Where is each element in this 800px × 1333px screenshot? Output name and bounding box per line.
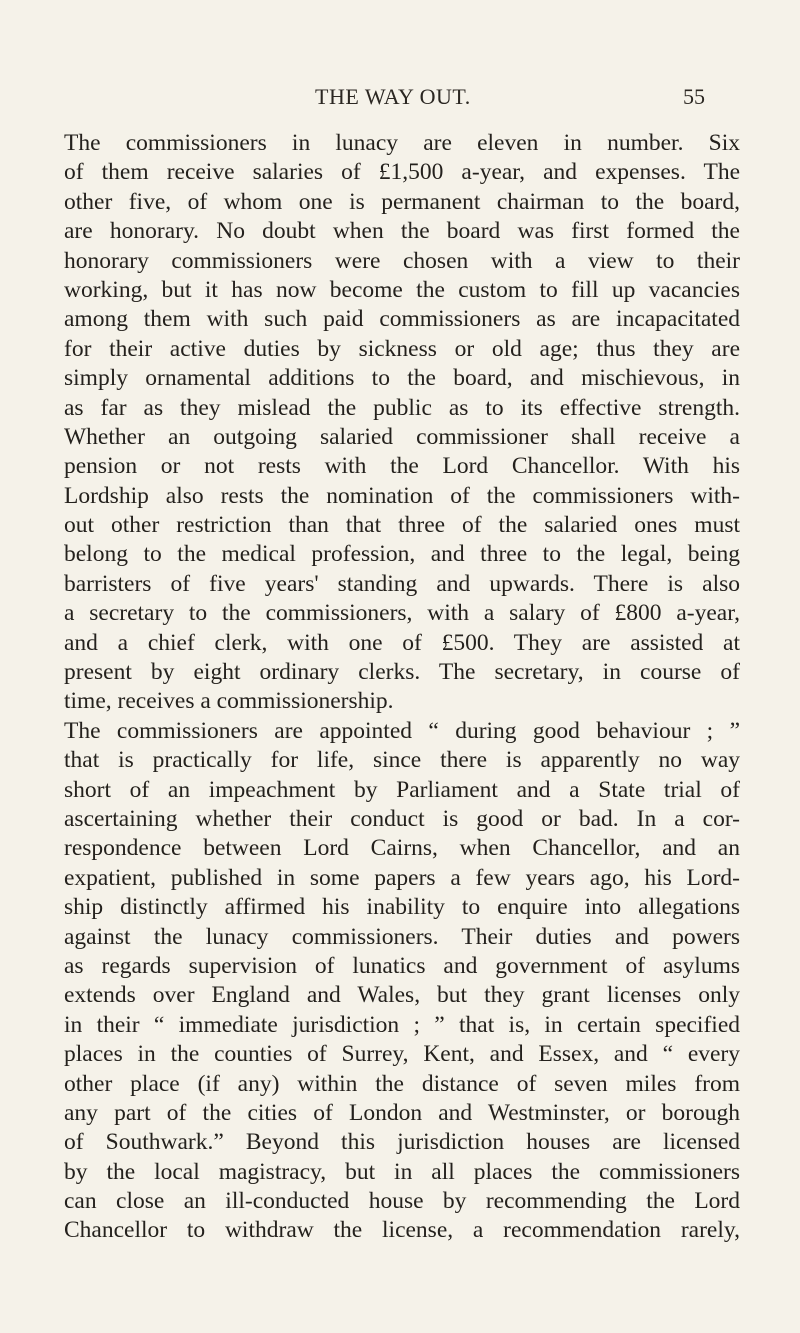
text-line: Whether an outgoing salaried commissioner shall receive a: [64, 423, 740, 450]
running-title: THE WAY OUT.: [315, 84, 471, 109]
body-text: [64, 129, 740, 1246]
text-line: simply ornamental additions to the board, and mischievous, in: [64, 365, 740, 392]
text-line: that is practically for life, since there is apparently no way: [64, 747, 740, 774]
text-line: and a chief clerk, with one of £500. They are assisted at: [64, 629, 740, 656]
text-line: The commissioners are appointed “ during good behaviour ; ”: [64, 717, 740, 744]
text-line: Chancellor to withdraw the license, a recommendation rarely,: [64, 1217, 740, 1244]
text-line: as regards supervision of lunatics and government of asylums: [64, 952, 740, 979]
text-line: barristers of five years' standing and upwards. There is also: [64, 570, 740, 597]
running-head: [0, 80, 800, 120]
text-line: other five, of whom one is permanent chairman to the board,: [64, 188, 740, 215]
text-line: The commissioners in lunacy are eleven in number. Six: [64, 130, 740, 156]
text-line: of them receive salaries of £1,500 a-year, and expenses. The: [64, 159, 740, 186]
text-line: honorary commissioners were chosen with a view to their: [64, 247, 740, 274]
text-line: a secretary to the commissioners, with a salary of £800 a-year,: [64, 600, 740, 627]
text-line: present by eight ordinary clerks. The secretary, in course of: [64, 659, 740, 686]
text-line: by the local magistracy, but in all places the commissioners: [64, 1158, 740, 1185]
text-line: as far as they mislead the public as to its effective strength.: [64, 394, 740, 421]
text-line: short of an impeachment by Parliament and a State trial of: [64, 776, 740, 803]
text-line: against the lunacy commissioners. Their duties and powers: [64, 923, 740, 950]
text-line: are honorary. No doubt when the board was first formed the: [64, 218, 740, 245]
text-line: respondence between Lord Cairns, when Chancellor, and an: [64, 835, 740, 862]
text-line: ascertaining whether their conduct is good or bad. In a cor-: [64, 805, 740, 832]
text-line: expatient, published in some papers a few years ago, his Lord-: [64, 864, 740, 891]
text-line: for their active duties by sickness or old age; thus they are: [64, 335, 740, 362]
text-line: pension or not rests with the Lord Chancellor. With his: [64, 453, 740, 480]
text-line: of Southwark.” Beyond this jurisdiction houses are licensed: [64, 1129, 740, 1156]
text-line: Lordship also rests the nomination of the commissioners with-: [64, 482, 740, 509]
page-number: 55: [683, 84, 705, 109]
text-line: belong to the medical profession, and three to the legal, being: [64, 541, 740, 568]
text-line: in their “ immediate jurisdiction ; ” that is, in certain specified: [64, 1011, 740, 1038]
text-line: ship distinctly affirmed his inability to enquire into allegations: [64, 894, 740, 921]
text-line: out other restriction than that three of the salaried ones must: [64, 512, 740, 539]
text-line: other place (if any) within the distance of seven miles from: [64, 1070, 740, 1097]
text-line: time, receives a commissionership.: [64, 688, 394, 715]
text-line: can close an ill-conducted house by recommending the Lord: [64, 1188, 740, 1215]
text-line: working, but it has now become the custom to fill up vacancies: [64, 276, 740, 303]
text-line: places in the counties of Surrey, Kent, and Essex, and “ every: [64, 1041, 740, 1068]
text-line: extends over England and Wales, but they grant licenses only: [64, 982, 740, 1009]
text-line: among them with such paid commissioners as are incapacitated: [64, 306, 740, 333]
text-line: any part of the cities of London and Westminster, or borough: [64, 1099, 740, 1126]
